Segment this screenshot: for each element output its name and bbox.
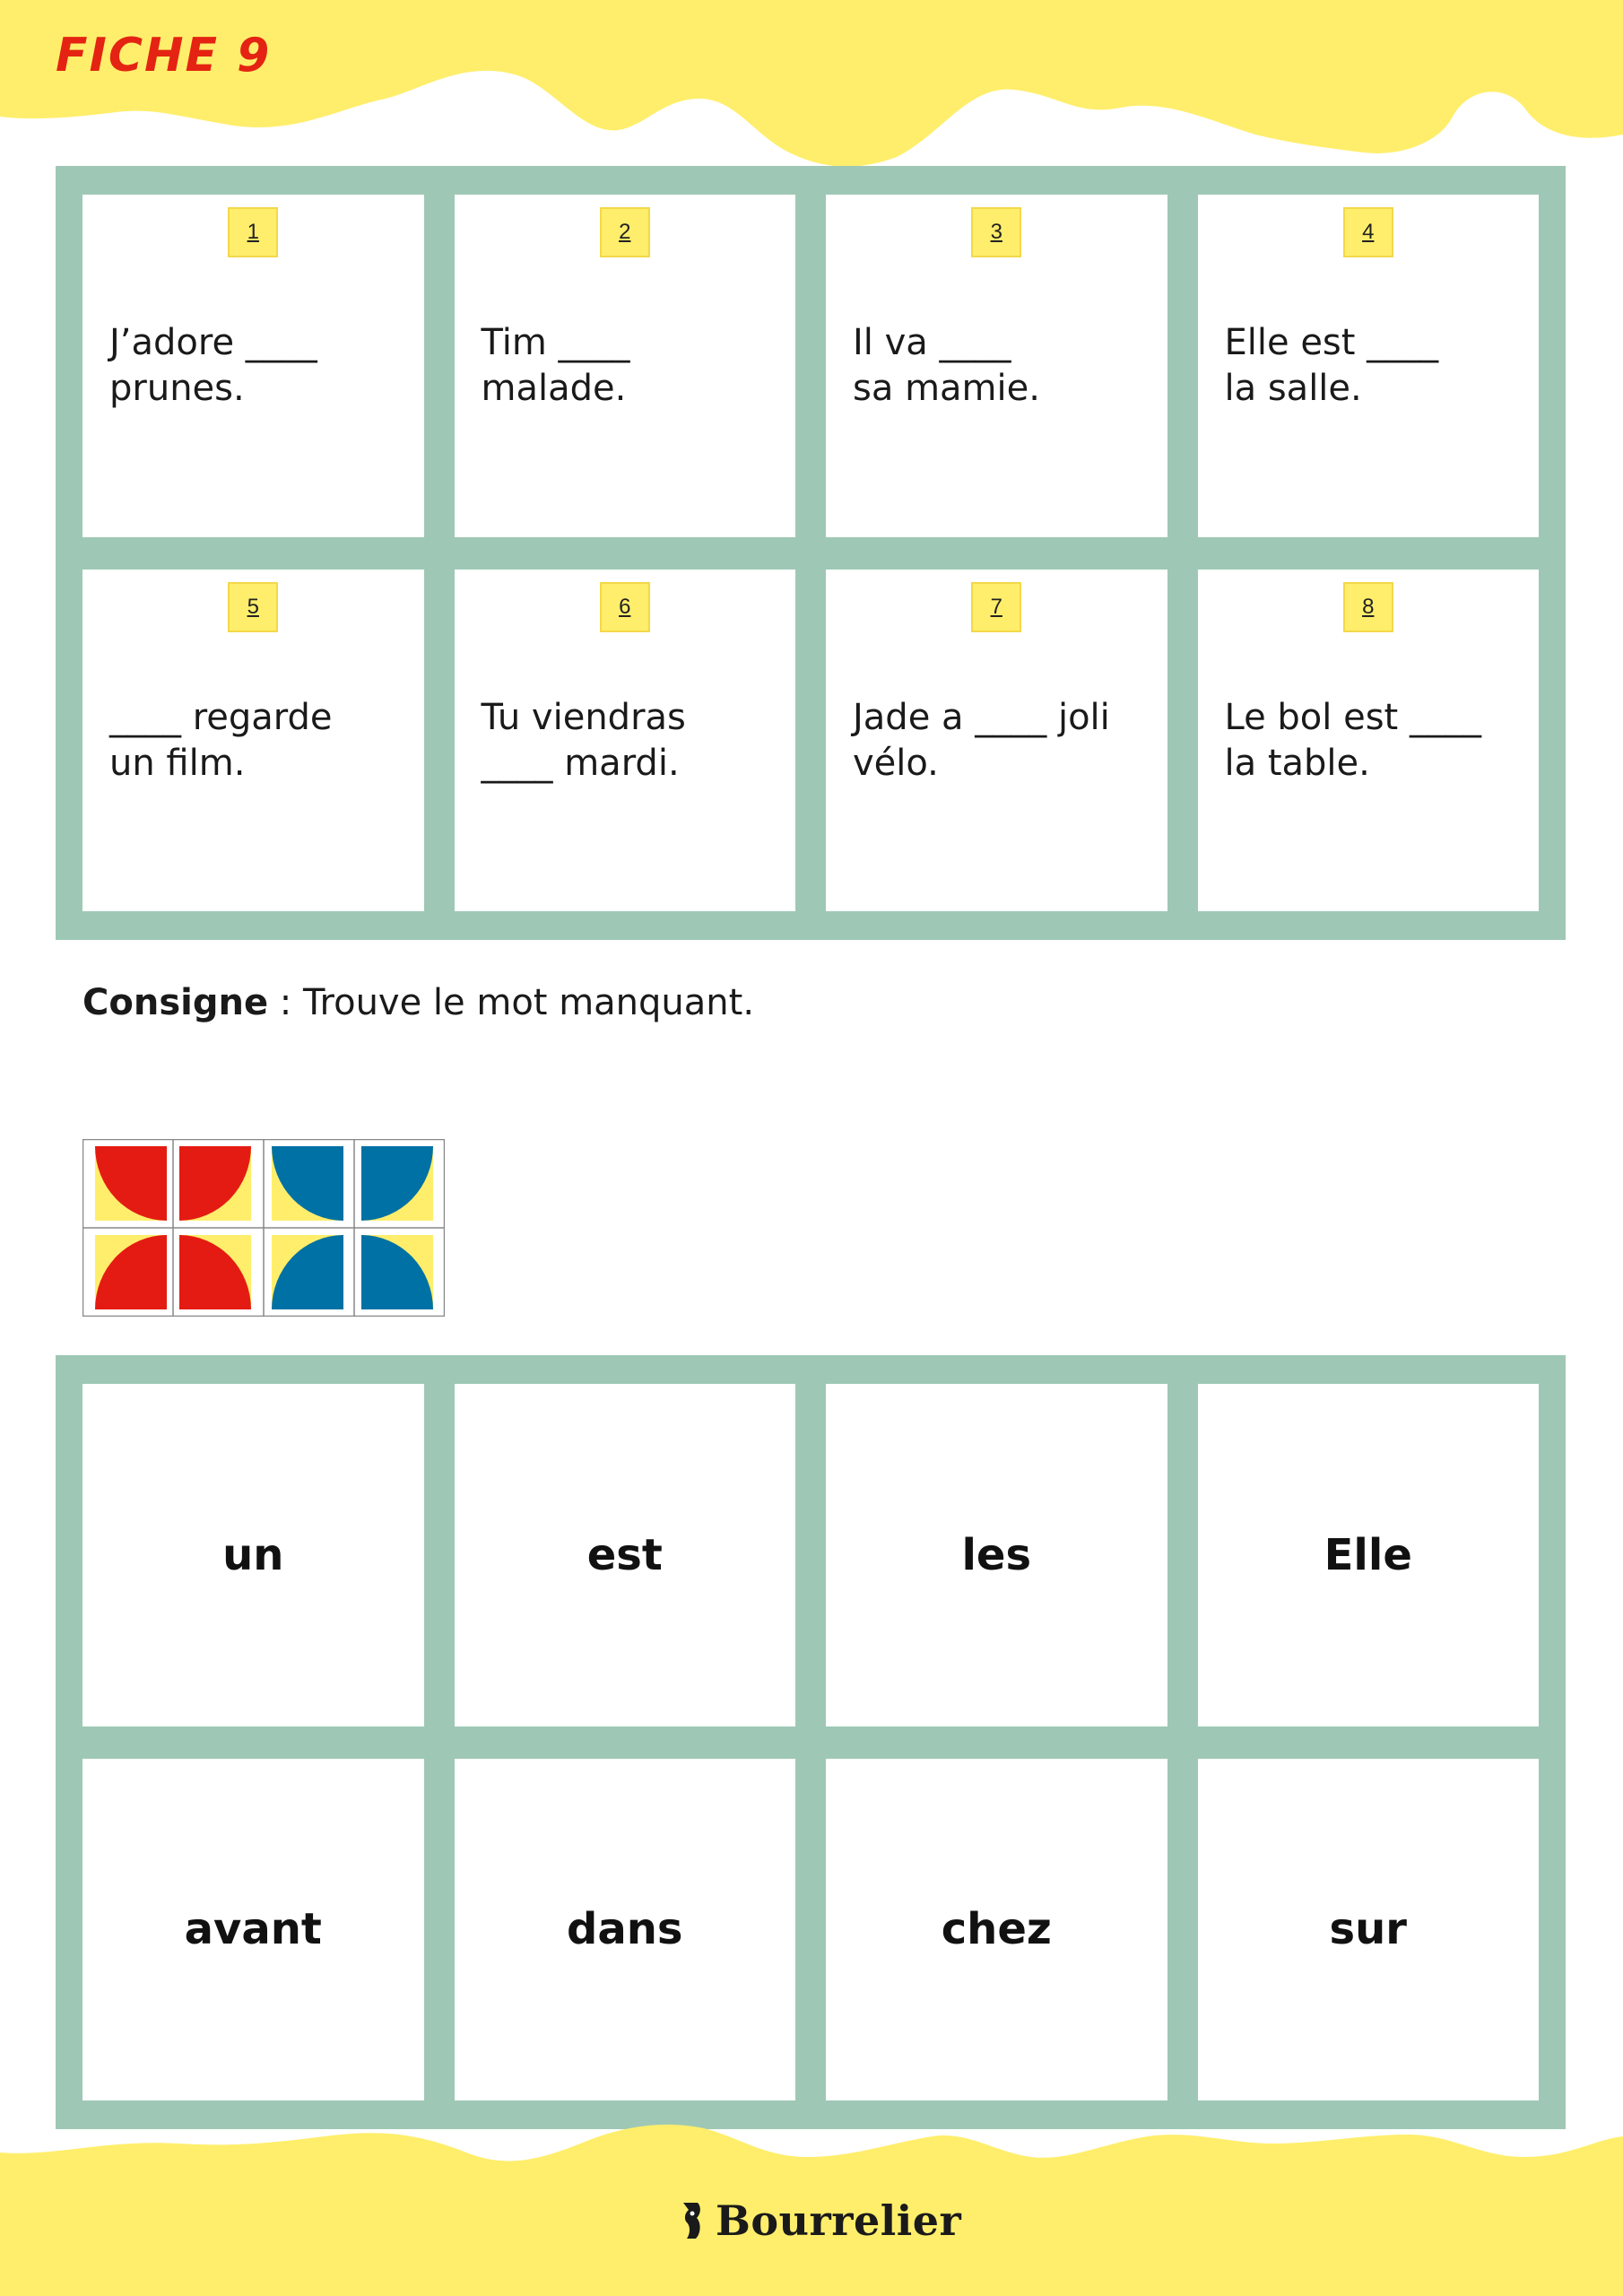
sentence-card-3[interactable] (826, 195, 1167, 537)
sheet-title: FICHE 9 (56, 29, 272, 83)
brand-name: Bourrelier (716, 2196, 962, 2245)
instruction-text: Trouve le mot manquant. (302, 982, 755, 1023)
badge-red-cell (95, 1235, 167, 1309)
badge-red-cell (95, 1146, 167, 1221)
card-number-badge: 1 (228, 207, 278, 257)
game-pattern-badge (82, 1139, 445, 1317)
word-label: Elle (1324, 1529, 1412, 1580)
sentence-card-8[interactable] (1198, 570, 1540, 912)
word-label: chez (941, 1904, 1052, 1955)
card-number-badge: 6 (600, 582, 650, 632)
word-card-2[interactable] (455, 1384, 796, 1726)
sentence-text: J’adore ____ prunes. (109, 322, 317, 409)
word-label: sur (1329, 1904, 1407, 1955)
word-card-1[interactable] (82, 1384, 424, 1726)
word-label: est (586, 1529, 663, 1580)
badge-blue-cell (272, 1146, 343, 1221)
card-number-badge: 7 (971, 582, 1021, 632)
badge-red-cell (179, 1146, 251, 1221)
instruction-separator: : (268, 982, 303, 1023)
sentence-card-1[interactable] (82, 195, 424, 537)
bourrelier-logo-icon (681, 2201, 703, 2240)
sentence-text: Jade a ____ joli vélo. (853, 696, 1110, 784)
card-number-badge: 3 (971, 207, 1021, 257)
sentence-text: Il va ____ sa mamie. (853, 322, 1040, 409)
word-label: les (961, 1529, 1032, 1580)
badge-red-cell (179, 1235, 251, 1309)
publisher-brand (681, 2196, 961, 2246)
word-card-5[interactable] (82, 1759, 424, 2101)
word-card-6[interactable] (455, 1759, 796, 2101)
instruction (82, 982, 754, 1023)
sentence-card-6[interactable] (455, 570, 796, 912)
sentence-text: Tu viendras ____ mardi. (481, 696, 686, 784)
sentence-card-5[interactable] (82, 570, 424, 912)
sentence-card-4[interactable] (1198, 195, 1540, 537)
sentence-card-7[interactable] (826, 570, 1167, 912)
card-number-badge: 4 (1343, 207, 1393, 257)
sentence-text: Le bol est ____ la table. (1224, 696, 1481, 784)
badge-blue-cell (361, 1146, 433, 1221)
top-yellow-wave (0, 0, 1623, 170)
card-number-badge: 2 (600, 207, 650, 257)
instruction-label: Consigne (82, 982, 269, 1023)
sentence-text: ____ regarde un film. (109, 696, 333, 784)
word-card-4[interactable] (1198, 1384, 1540, 1726)
card-number-badge: 8 (1343, 582, 1393, 632)
badge-blue-cell (361, 1235, 433, 1309)
word-card-8[interactable] (1198, 1759, 1540, 2101)
sentence-card-2[interactable] (455, 195, 796, 537)
sentence-text: Elle est ____ la salle. (1224, 322, 1439, 409)
card-number-badge: 5 (228, 582, 278, 632)
word-label: un (222, 1529, 284, 1580)
word-card-3[interactable] (826, 1384, 1167, 1726)
sentence-text: Tim ____ malade. (481, 322, 630, 409)
word-cards-board (56, 1355, 1566, 2129)
sentence-cards-board (56, 166, 1566, 940)
word-label: dans (567, 1904, 683, 1955)
word-label: avant (184, 1904, 322, 1955)
word-card-7[interactable] (826, 1759, 1167, 2101)
badge-blue-cell (272, 1235, 343, 1309)
